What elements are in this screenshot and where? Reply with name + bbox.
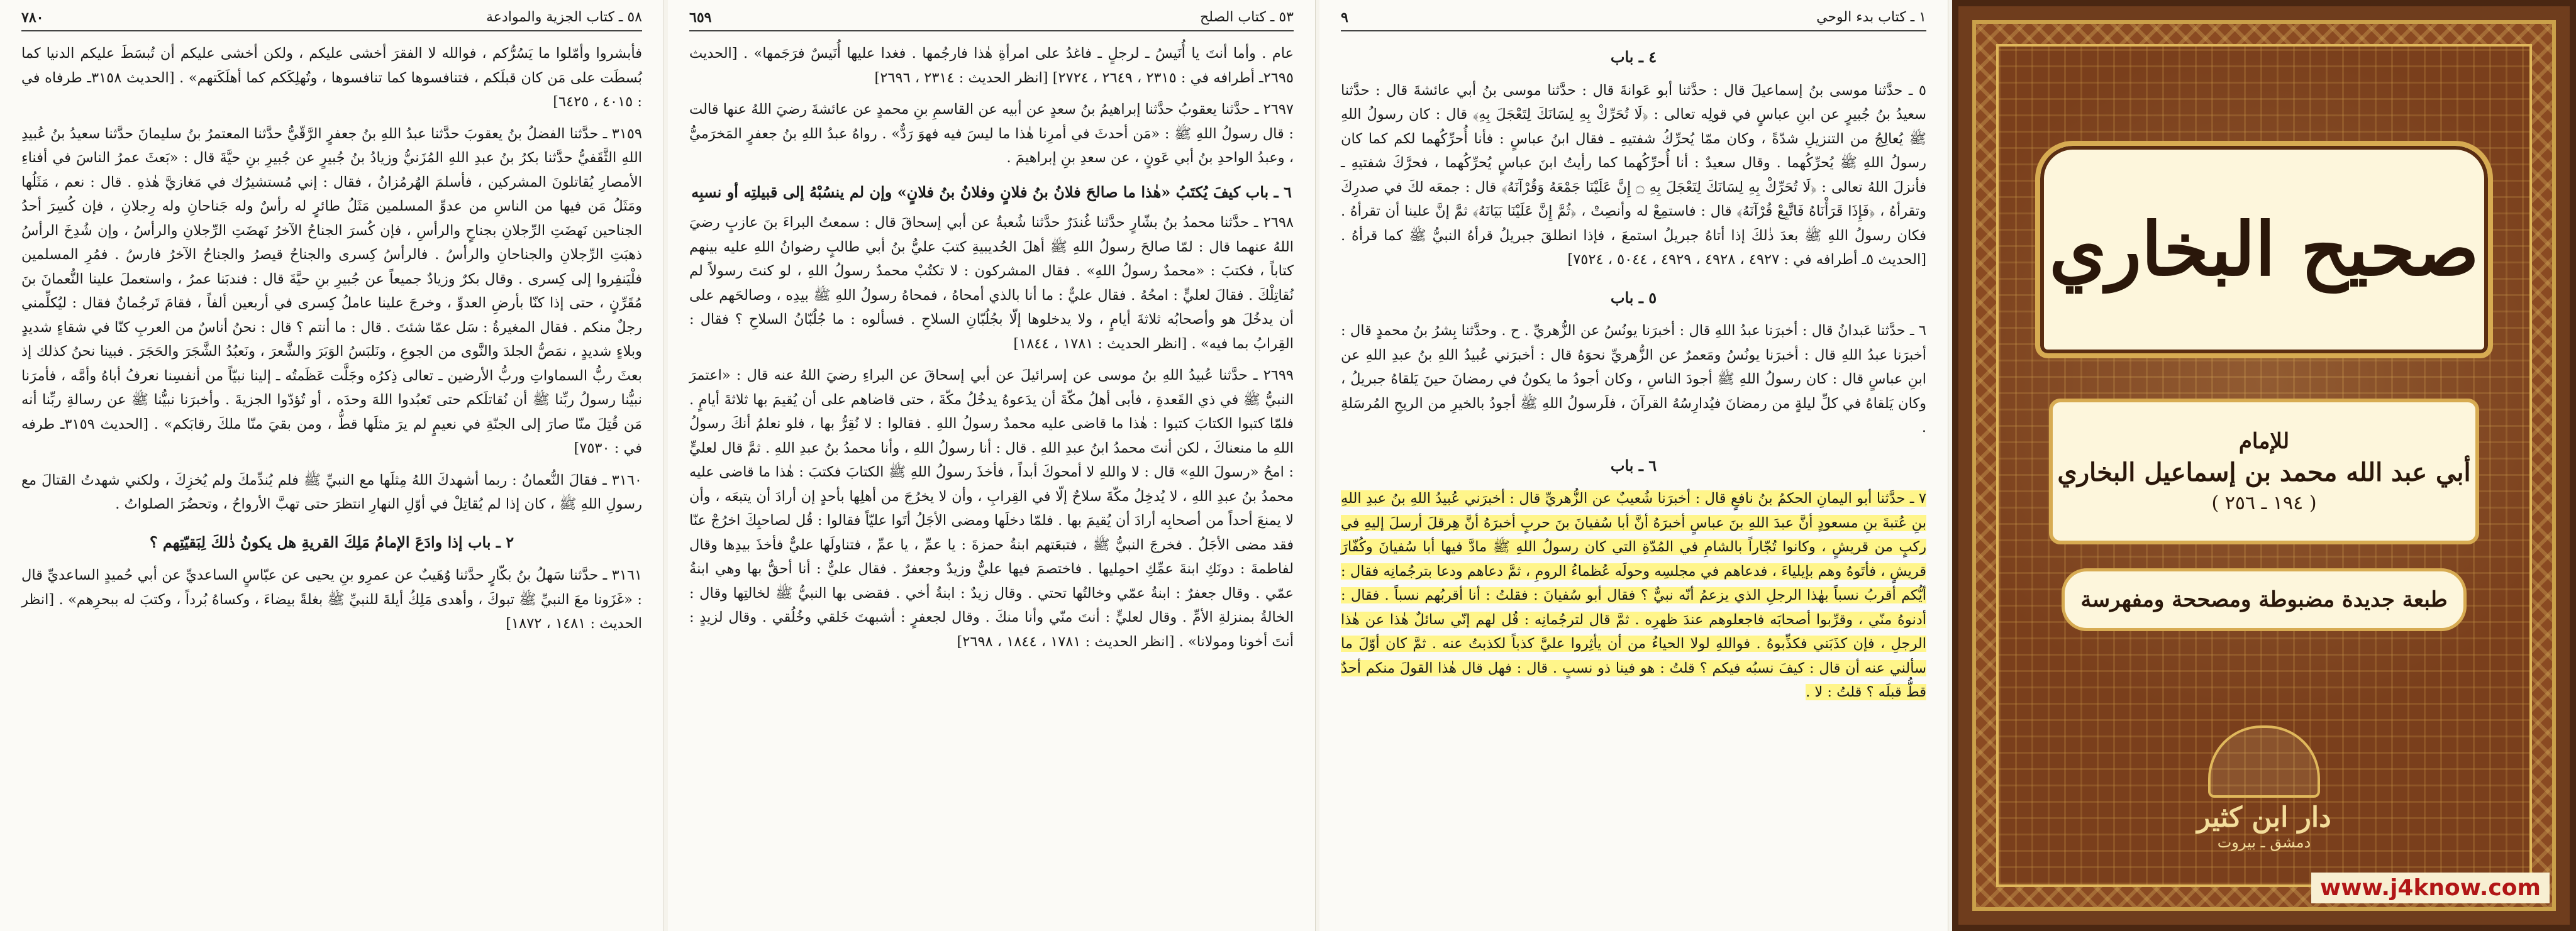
bab-heading: ٢ ـ باب إذا وادَعَ الإمامُ مَلِكَ القريةِ هل يكونُ ذٰلكَ لِبَقيّتِهم ؟ xyxy=(149,532,514,551)
chapter-title: ١ ـ كتاب بدء الوحي xyxy=(1816,9,1926,25)
title-cartouche xyxy=(2035,141,2493,358)
highlighted-text: ٧ ـ حدَّثنا أبو اليمانِ الحكمُ بنُ نافعٍ قال : أخبرَنا شُعيبٌ عن الزُّهريِّ قال : أخبرَني عُبيدُ اللهِ بنُ عبدِ اللهِ بنِ عُتبةَ بنِ مسعودٍ أنَّ عبدَ اللهِ بنَ عباسٍ أخبرَهُ أنَّ أبا سُفيانَ بنَ حربٍ أخبرَهُ أنَّ هِرقلَ أرسلَ إليهِ في ركبٍ من قريشٍ ، وكانوا تُجّاراً بالشامِ في المُدّةِ التي كان رسولُ اللهِ ﷺ مادَّ فيها أبا سُفيانَ وكُفّارَ قريشٍ ، فأتَوهُ وهم بإيلياءَ ، فدعاهم في مجلسِه وحولَه عُظماءُ الرومِ ، ثمَّ دعاهم ودعا بترجُمانِه فقال : أيُّكم أقربُ نسباً بهٰذا الرجلِ الذي يزعمُ أنّه نبيٌّ ؟ فقال أبو سُفيانَ : فقلتُ : أنا أقربُهم نسباً . فقال : أدنوهُ منّي ، وقرِّبوا أصحابَه فاجعلوهم عندَ ظهرِه . ثمَّ قال لترجُمانِه : قُل لهم إنّي سائلٌ هٰذا عن هٰذا الرجلِ ، فإن كذَبَني فكذِّبوهُ . فواللهِ لولا الحياءُ من أن يأثِروا عليَّ كذباً لكذبتُ عنه . ثمَّ كان أوّلَ ما سألني عنه أن قال : كيفَ نسبُه فيكم ؟ قلتُ : هو فينا ذو نسبٍ . قال : فهل قال هٰذا القولَ منكم أحدٌ قطُّ قبلَه ؟ قلتُ : لا . xyxy=(1341,490,1926,700)
hadith-paragraph-3160: ٣١٦٠ ـ فقالَ النُّعمانُ : ربما أشهدكَ اللهُ مِثلَها مع النبيِّ ﷺ فلم يُندِّمكَ ولم يُخزِكَ ، ولكني شهدتُ القتالَ مع رسولِ اللهِ ﷺ ، كان إذا لم يُقاتِلْ في أوّلِ النهارِ انتظرَ حتى تهبَّ الأرواحُ ، وتحضُرَ الصلواتُ . xyxy=(21,471,642,512)
imam-label: للإمام xyxy=(2238,429,2290,454)
hadith-paragraph-5: ٥ ـ حدَّثنا موسى بنُ إسماعيلَ قال : حدَّثنا أبو عَوانةَ قال : حدَّثنا موسى بنُ أبي عائشةَ قال : حدَّثنا سعيدُ بنُ جُبيرٍ عن ابنِ عباسٍ في قولِه تعالى : ﴿لَا تُحَرِّكْ بِهِ لِسَانَكَ لِتَعْجَلَ بِهِ﴾ قال : كان رسولُ اللهِ ﷺ يُعالِجُ من التنزيلِ شدّةً ، وكان ممّا يُحرِّكُ شفتيهِ ـ فقال ابنُ عباسٍ : فأنا أُحرِّكُهما لكم كما كان رسولُ اللهِ ﷺ يُحرِّكُهما . وقال سعيدٌ : أنا أُحرِّكُهما كما رأيتُ ابنَ عباسٍ يُحرِّكُهما ، فحرَّكَ شفتيهِ ـ فأنزلَ اللهُ تعالى : ﴿لَا تُحَرِّكْ بِهِ لِسَانَكَ لِتَعْجَلَ بِهِ ۝ إِنَّ عَلَيْنَا جَمْعَهُ وَقُرْآنَهُ﴾ قال : جمعَه لكَ في صدرِكَ وتقرأهُ ، ﴿فَإِذَا قَرَأْنَاهُ فَاتَّبِعْ قُرْآنَهُ﴾ قال : فاستمِعْ له وأنصِتْ ، ﴿ثُمَّ إِنَّ عَلَيْنَا بَيَانَهُ﴾ ثمَّ إنَّ علينا أن تقرأهُ . فكان رسولُ اللهِ ﷺ بعدَ ذٰلكَ إذا أتاهُ جبريلُ استمعَ ، فإذا انطلقَ جبريلُ قرأهُ النبيُّ ﷺ كما قرأهُ . [الحديث ٥ـ أطرافه في : ٤٩٢٧ ، ٤٩٢٨ ، ٤٩٢٩ ، ٥٠٤٤ ، ٧٥٢٤] xyxy=(1341,82,1926,268)
author-years: ( ١٩٤ ـ ٢٥٦ ) xyxy=(2211,492,2317,514)
hadith-paragraph-2699: ٢٦٩٩ ـ حدَّثنا عُبيدُ اللهِ بنُ موسى عن إسرائيلَ عن أبي إسحاقَ عن البراءِ رضيَ اللهُ عنه قال : «اعتمرَ النبيُّ ﷺ في ذي القَعدةِ ، فأبى أهلُ مكّةَ أن يدَعوهُ يدخُلُ مكّةَ ، حتى قاضاهم على أن يُقيمَ بها ثلاثةَ أيامٍ . فلمّا كتبوا الكتابَ كتبوا : هٰذا ما قاضى عليه محمدٌ رسولُ اللهِ . فقالوا : لا نُقِرُّ بها ، فلو نعلمُ أنكَ رسولُ اللهِ ما منعناكَ ، لكن أنتَ محمدُ ابنُ عبدِ اللهِ . قال : أنا رسولُ اللهِ ، وأنا محمدُ بنُ عبدِ اللهِ . ثمَّ قال لعليٍّ : امحُ «رسولَ اللهِ» قال : لا واللهِ لا أمحوكَ أبداً ، فأخذَ رسولُ اللهِ ﷺ الكتابَ فكتبَ : هٰذا ما قاضى عليه محمدُ بنُ عبدِ اللهِ ، لا يُدخِلُ مكّةَ سلاحٌ إلّا في القِرابِ ، وأن لا يخرُجَ من أهلِها بأحدٍ إن أرادَ أن يتبعَه ، وأن لا يمنعَ أحداً من أصحابِه أرادَ أن يُقيمَ بها . فلمّا دخلَها ومضى الأجَلُ أتَوا عليّاً فقالوا : قُل لصاحبِكَ اخرُجْ عنّا فقد مضى الأجَلُ . فخرجَ النبيُّ ﷺ ، فتبعَتهم ابنةُ حمزةَ : يا عمِّ ، يا عمِّ ، فتناولَها عليٌّ فأخذَ بيدِها وقال لفاطمةَ : دونَكِ ابنةَ عمِّكِ احمِليها . فاختصمَ فيها عليٌّ وزيدٌ وجعفرٌ . فقال عليٌّ : أنا أحقُّ بها وهي ابنةُ عمّي . وقال جعفرٌ : ابنةُ عمّي وخالتُها تحتي . وقال زيدٌ : ابنةُ أخي . فقضى بها النبيُّ ﷺ لخالتِها وقال : الخالةُ بمنزلةِ الأمِّ . وقال لعليٍّ : أنتَ منّي وأنا منكَ . وقال لجعفرٍ : أشبهتَ خَلقي وخُلُقي . وقال لزيدٍ : أنتَ أخونا ومولانا» . [انظر الحديث : ١٧٨١ ، ١٨٤٤ ، ٢٦٩٨] xyxy=(689,367,1294,650)
page-header xyxy=(689,9,1294,31)
page-number: ٩ xyxy=(1341,9,1348,26)
hadith-paragraph-6: ٦ ـ حدَّثنا عَبدانُ قال : أخبرَنا عبدُ اللهِ قال : أخبرَنا يونُسُ عن الزُّهريِّ . ح . وحدَّثنا بِشرُ بنُ محمدٍ قال : أخبرَنا عبدُ اللهِ قال : أخبرَنا يونُسُ ومَعمرٌ عن الزُّهريِّ نحوَهُ قال : أخبرَني عُبيدُ اللهِ بنُ عبدِ اللهِ عن ابنِ عباسٍ قال : كان رسولُ اللهِ ﷺ أجودَ الناسِ ، وكان أجودُ ما يكونُ في رمضانَ حينَ يَلقاهُ جبريلُ ، وكان يَلقاهُ في كلِّ ليلةٍ من رمضانَ فيُدارِسُهُ القرآنَ ، فلَرسولُ اللهِ ﷺ أجودُ بالخيرِ من الريحِ المُرسَلةِ . xyxy=(1341,322,1926,436)
edition-label: طبعة جديدة مضبوطة ومصححة ومفهرسة xyxy=(2062,568,2467,631)
chapter-title: ٥٨ ـ كتاب الجزية والموادعة xyxy=(486,9,642,25)
publisher-name: دار ابن كثير xyxy=(2197,802,2331,834)
page-header xyxy=(1341,9,1926,31)
hadith-paragraph-3161: ٣١٦١ ـ حدَّثنا سَهلُ بنُ بكّارٍ حدَّثنا وُهَيبٌ عن عمرِو بنِ يحيى عن عبّاسٍ الساعديِّ عن أبي حُميدٍ الساعديِّ قال : «غَزَونا معَ النبيِّ ﷺ تبوكَ ، وأهدى مَلِكُ أيلةَ للنبيِّ ﷺ بغلةً بيضاءَ ، وكساهُ بُرداً ، وكتبَ له ببحرِهم» . [انظر الحديث : ١٤٨١ ، ١٨٧٢] xyxy=(21,567,642,632)
hadith-paragraph: فأبشروا وأمّلوا ما يَسُرُّكم ، فوالله لا الفقرَ أخشى عليكم ، ولكن أخشى عليكم أن تُبسَطَ عليكم الدنيا كما بُسطَت على مَن كان قبلَكم ، فتنافسوها كما تنافسوها ، وتُهلِكَكم كما أهلَكَتهم» . [الحديث ٣١٥٨ـ طرفاه في : ٤٠١٥ ، ٦٤٢٥] xyxy=(21,45,642,110)
hadith-paragraph-3159: ٣١٥٩ ـ حدَّثنا الفضلُ بنُ يعقوبَ حدَّثنا عبدُ اللهِ بنُ جعفرٍ الرَّقّيُّ حدَّثنا المعتمرُ بنُ سليمانَ حدَّثنا سعيدُ بنُ عُبيدِ اللهِ الثَّقَفيُّ حدَّثنا بكرُ بنُ عبدِ اللهِ المُزَنيُّ وزيادُ بنُ جُبيرٍ عن جُبيرِ بنِ حيَّةَ قال : «بَعثَ عمرُ الناسَ في أفناءِ الأمصارِ يُقاتلونَ المشركين ، فأسلمَ الهُرمُزانُ ، فقال : إني مُستشيرُك في مَغازيَّ هٰذهِ . قال : نعم ، مَثَلُها ومَثَلُ مَن فيها من الناسِ من عدوِّ المسلمين مَثَلُ طائرٍ له رأسٌ وله جَناحانِ وله رِجلانِ ، فإن كُسِرَ أحدُ الجناحين نَهضَتِ الرِّجلانِ بجناحٍ والرأسِ ، فإن كُسرَ الجناحُ الآخرُ نَهضَتِ الرِّجلانِ والرأسُ ، وإن شُدِخَ الرأسُ ذهبَتِ الرِّجلانِ والجناحانِ والرأسُ . فالرأسُ كِسرى والجناحُ قيصرُ والجناحُ الآخرُ فارسُ . فمُرِ المسلمين فلْيَنفِروا إلى كِسرى . وقال بكرٌ وزيادٌ جميعاً عن جُبيرِ بنِ حيَّةَ قال : فندبَنا عمرُ ، واستعملَ علينا النُّعمانَ بنَ مُقَرِّنٍ ، حتى إذا كنّا بأرضِ العدوِّ ، وخرجَ علينا عاملُ كِسرى في أربعين ألفاً ، فقامَ تَرجُمانٌ فقال : ليُكلِّمني رجلٌ منكم . فقال المغيرةُ : سَل عمّا شئتَ . قال : ما أنتم ؟ قال : نحنُ أناسٌ من العربِ كنّا في شقاءٍ شديدٍ وبلاءٍ شديدٍ ، نمَصُّ الجلدَ والنَّوى من الجوعِ ، ونَلبَسُ الوَبَرَ والشَّعرَ ، ونَعبُدُ الشَّجَرَ والحَجَرَ . فبينا نحنُ كذلك إذ بعثَ ربُّ السماواتِ وربُّ الأرضين ـ تعالى ذِكرُه وجَلَّت عَظَمتُه ـ إلينا نبيّاً من أنفسِنا نعرفُ أباهُ وأمَّه ، فأمرَنا نبيُّنا رسولُ ربِّنا ﷺ أن نُقاتلَكم حتى تَعبُدوا اللهَ وحدَه ، أو تُؤدّوا الجزيةَ . وأخبرَنا نبيُّنا ﷺ عن رسالةِ ربِّنا أنه مَن قُتِلَ منّا صارَ إلى الجنّةِ في نعيمٍ لم يرَ مثلَها قطُّ ، ومن بقيَ منّا ملكَ رقابَكم» . [الحديث ٣١٥٩ـ طرفه في : ٧٥٣٠] xyxy=(21,125,642,456)
page-number: ٧٨٠ xyxy=(21,9,44,26)
author-name: أبي عبد الله محمد بن إسماعيل البخاري xyxy=(2057,458,2471,487)
book-title: صحيح البخاري xyxy=(2049,207,2479,292)
book-page-jizya xyxy=(0,0,664,931)
hadith-paragraph: عام . وأما أنتَ يا أُنَيسُ ـ لرجلٍ ـ فاغدُ على امرأةِ هٰذا فارجُمها . فغدا عليها أُنَيسٌ فرَجَمها» . [الحديث ٢٦٩٥ـ أطرافه في : ٢٣١٥ ، ٢٦٤٩ ، ٢٧٢٤] [انظر الحديث : ٢٣١٤ ، ٢٦٩٦] xyxy=(689,45,1294,86)
hadith-paragraph-7 xyxy=(1341,487,1926,705)
hadith-paragraph-2697: ٢٦٩٧ ـ حدَّثنا يعقوبُ حدَّثنا إبراهيمُ بنُ سعدٍ عن أبيه عن القاسمِ بنِ محمدٍ عن عائشةَ رضيَ اللهُ عنها قالت : قال رسولُ اللهِ ﷺ : «مَن أحدثَ في أمرِنا هٰذا ما ليسَ فيه فهوَ رَدٌّ» . رواهُ عبدُ اللهِ بنُ جعفرٍ المَخرَميُّ ، وعبدُ الواحدِ بنُ أبي عَونٍ ، عن سعدِ بنِ إبراهيمَ . xyxy=(689,101,1294,166)
page-header xyxy=(21,9,642,31)
author-cartouche xyxy=(2049,399,2479,544)
hadith-paragraph-2698: ٢٦٩٨ ـ حدَّثنا محمدُ بنُ بشّارٍ حدَّثنا غُندَرٌ حدَّثنا شُعبةُ عن أبي إسحاقَ قال : سمعتُ البراءَ بنَ عازبٍ رضيَ اللهُ عنهما قال : لمّا صالحَ رسولُ اللهِ ﷺ أهلَ الحُديبيةِ كتبَ عليُّ بنُ أبي طالبٍ رضوانُ اللهِ عليه بينهم كتاباً ، فكتبَ : «محمدٌ رسولُ اللهِ» . فقال المشركون : لا تكتُبْ محمدٌ رسولُ اللهِ ، لو كنتَ رسولاً لم نُقاتِلْكَ . فقالَ لعليٍّ : امحُهُ . فقال عليٌّ : ما أنا بالذي أمحاهُ ، فمحاهُ رسولُ اللهِ ﷺ بيدِه ، وصالحَهم على أن يدخُلَ هو وأصحابُه ثلاثةَ أيامٍ ، ولا يدخلوها إلّا بجُلُبّانِ السلاحِ . فسألوه : ما جُلُبّانُ السلاحِ ؟ فقال : القِرابُ بما فيه» . [انظر الحديث : ١٧٨١ ، ١٨٤٤] xyxy=(689,214,1294,352)
page-number: ٦٥٩ xyxy=(689,9,712,26)
bab-heading: ٦ ـ باب كيفَ يُكتَبُ «هٰذا ما صالحَ فلانُ بنُ فلانٍ وفلانُ بنُ فلانٍ» وإن لم ينسُبْهُ إلى قبيلتِه أو نسبِه xyxy=(691,182,1292,201)
page-body xyxy=(689,41,1294,654)
book-page-sulh xyxy=(668,0,1316,931)
chapter-title: ٥٣ ـ كتاب الصلح xyxy=(1200,9,1294,25)
publisher-city: دمشق ـ بيروت xyxy=(2217,834,2311,851)
publisher-logo xyxy=(2192,725,2336,851)
bab-heading: ٦ ـ باب xyxy=(1610,456,1657,475)
bab-heading: ٤ ـ باب xyxy=(1610,48,1657,66)
page-body xyxy=(1341,45,1926,705)
book-page-wahy xyxy=(1319,0,1948,931)
page-body xyxy=(21,41,642,636)
book-cover xyxy=(1952,0,2576,931)
cover-inner-panel xyxy=(1996,44,2532,887)
publisher-emblem-icon xyxy=(2208,725,2320,798)
website-watermark: www.j4know.com xyxy=(2311,873,2550,903)
bab-heading: ٥ ـ باب xyxy=(1610,288,1657,307)
